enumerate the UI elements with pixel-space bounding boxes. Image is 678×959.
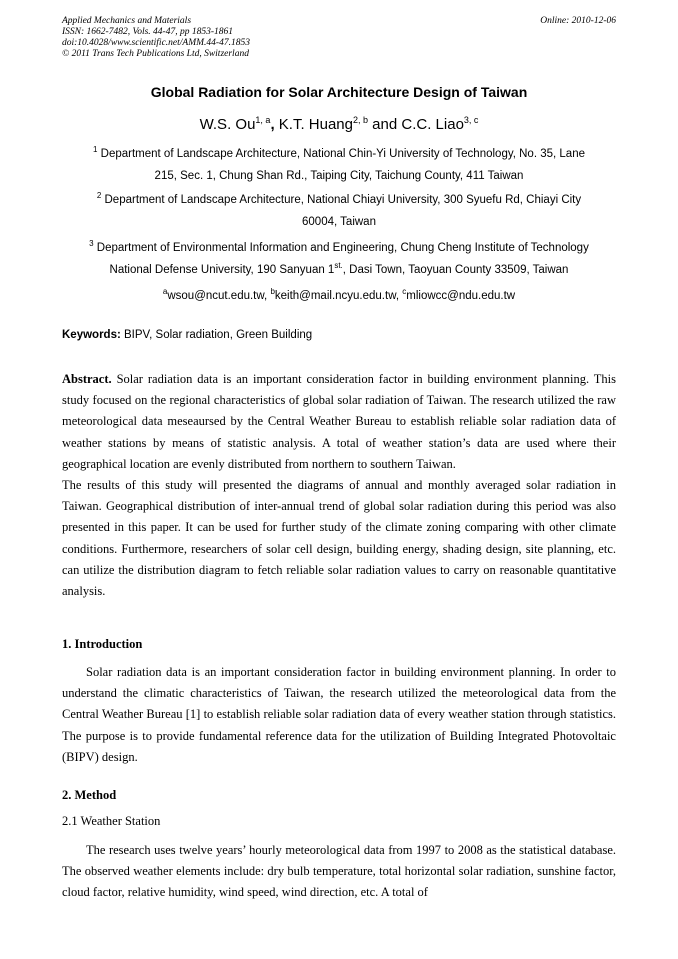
affiliation-2 — [62, 189, 616, 233]
affiliation-text: 215, Sec. 1, Chung Shan Rd., Taiping City, Taichung County, 411 Taiwan — [154, 170, 524, 182]
affiliation-text: 60004, Taiwan — [302, 216, 376, 228]
author-separator: and — [368, 116, 402, 133]
journal-header — [62, 16, 616, 60]
email-address[interactable]: wsou@ncut.edu.tw, — [167, 290, 271, 302]
affiliation-number: 2 — [96, 191, 102, 200]
affiliation-text: , Dasi Town, Taoyuan County 33509, Taiwan — [342, 264, 569, 276]
affiliation-text: Department of Environmental Information and Engineering, Chung Cheng Institute of Technology — [96, 242, 589, 254]
journal-name: Applied Mechanics and Materials — [62, 16, 192, 26]
author-superscript: 2, b — [353, 115, 369, 125]
method-text — [62, 840, 616, 904]
author-name: W.S. Ou — [199, 116, 256, 133]
copyright-line: © 2011 Trans Tech Publications Ltd, Switzerland — [62, 49, 249, 59]
issn-line: ISSN: 1662-7482, Vols. 44-47, pp 1853-1861 — [62, 27, 233, 37]
affiliation-text: Department of Landscape Architecture, National Chin-Yi University of Technology, No. 35, Lane — [100, 148, 585, 160]
method-paragraph: The research uses twelve years’ hourly meteorological data from 1997 to 2008 as the statistical database. The observed weather elements include: dry bulb temperature, total horizontal solar radiation, sunshine factor, cloud factor, relative humidity, wind speed, wind direction, etc. A total of — [62, 843, 616, 900]
author-name: K.T. Huang — [278, 116, 353, 133]
subsection-heading-weather-station: 2.1 Weather Station — [62, 814, 161, 828]
email-address[interactable]: mliowcc@ndu.edu.tw — [406, 290, 516, 302]
ordinal-superscript: st. — [334, 261, 343, 270]
section-heading-introduction: 1. Introduction — [62, 637, 143, 651]
introduction-paragraph: Solar radiation data is an important consideration factor in building environment planning. In order to understand the climatic characteristics of Taiwan, the research utilized the meteorological data from the Central Weather Bureau [1] to establish reliable solar radiation data of every weather station through statistics. The purpose is to provide fundamental reference data for the utilization of Building Integrated Photovoltaic (BIPV) design. — [62, 665, 616, 764]
author-name: C.C. Liao — [401, 116, 464, 133]
email-superscript: b — [270, 287, 275, 296]
introduction-text — [62, 662, 616, 768]
author-superscript: 3, c — [463, 115, 479, 125]
affiliation-text: National Defense University, 190 Sanyuan 1 — [109, 264, 335, 276]
keywords-text: BIPV, Solar radiation, Green Building — [124, 329, 313, 341]
author-list — [0, 116, 678, 133]
online-date: Online: 2010-12-06 — [540, 16, 616, 26]
paper-title: Global Radiation for Solar Architecture Design of Taiwan — [150, 84, 528, 100]
keywords — [62, 329, 616, 341]
affiliation-1 — [62, 143, 616, 187]
affiliation-number: 1 — [93, 145, 98, 154]
keywords-label: Keywords: — [62, 329, 121, 341]
doi-line: doi:10.4028/www.scientific.net/AMM.44-47.1853 — [62, 38, 250, 48]
affiliation-number: 3 — [89, 239, 94, 248]
abstract — [62, 369, 616, 602]
author-superscript: 1, a — [255, 115, 271, 125]
section-heading-method: 2. Method — [62, 788, 117, 802]
email-superscript: a — [162, 287, 168, 296]
email-address[interactable]: keith@mail.ncyu.edu.tw, — [274, 290, 403, 302]
abstract-paragraph-2: The results of this study will presented the diagrams of annual and monthly averaged solar radiation in Taiwan. Geographical distribution of inter-annual trend of global solar radiation during this period was also presented in this paper. It can be used for further study of the climate zoning comparing with other climate conditions. Furthermore, researchers of solar cell design, building energy, shading design, site planning, etc. can utilize the distribution diagram to fetch reliable solar radiation values to carry on reasonable quantitative analysis. — [62, 478, 616, 599]
email-list — [62, 285, 616, 307]
affiliation-3 — [62, 237, 616, 281]
affiliation-text: Department of Landscape Architecture, National Chiayi University, 300 Syuefu Rd, Chiayi City — [104, 194, 582, 206]
author-separator: , — [270, 116, 279, 133]
abstract-paragraph-1: Solar radiation data is an important consideration factor in building environment planning. This study focused on the regional characteristics of global solar radiation of Taiwan. The research utilized the raw meteorological data meseaursed by the Central Weather Bureau to establish reliable solar radiation data of weather stations by means of statistic analysis. A total of weather station’s data are used where their geographical location are evenly distributed from northern to southern Taiwan. — [62, 372, 617, 471]
abstract-label: Abstract. — [62, 372, 112, 386]
email-superscript: c — [402, 287, 407, 296]
